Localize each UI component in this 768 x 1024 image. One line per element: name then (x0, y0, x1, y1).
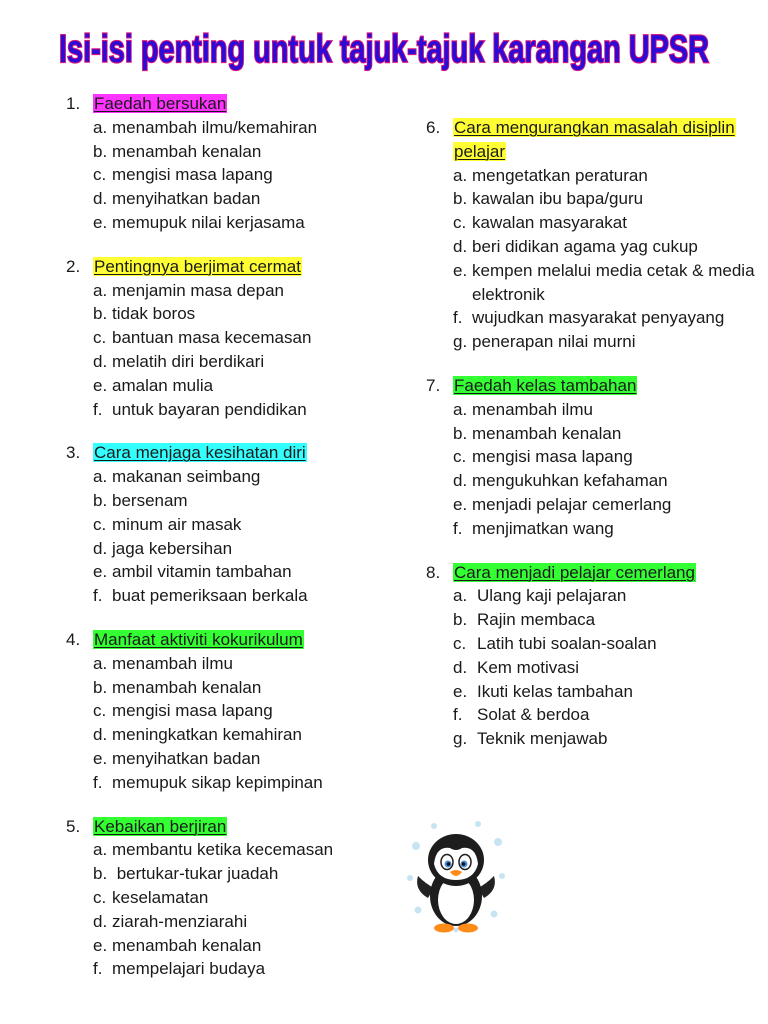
item-text: ambil vitamin tambahan (112, 562, 292, 582)
item-text: menambah kenalan (112, 141, 262, 161)
list-item (93, 699, 406, 723)
item-label: f. (93, 772, 103, 792)
item-label: b. (93, 304, 108, 324)
item-text: mengisi masa lapang (112, 701, 273, 721)
list-item (93, 374, 406, 398)
list-item (93, 279, 406, 303)
item-label: a. (453, 399, 468, 419)
item-label: g. (453, 332, 468, 352)
page-title (0, 16, 768, 76)
item-text: menambah kenalan (472, 423, 622, 443)
item-text: bersenam (112, 490, 188, 510)
list-item (453, 259, 756, 307)
item-list (93, 116, 406, 235)
item-text: meningkatkan kemahiran (112, 725, 302, 745)
section-heading: Manfaat aktiviti kokurikulum (94, 629, 303, 649)
item-label: f. (93, 959, 103, 979)
list-item (453, 164, 756, 188)
item-label: d. (93, 911, 108, 931)
item-list (453, 584, 756, 751)
item-text: menambah ilmu (472, 399, 593, 419)
page-title-text: Isi-isi penting untuk tajuk-tajuk karangan UPSR (59, 28, 709, 71)
item-label: c. (93, 887, 107, 907)
item-label: d. (93, 725, 108, 745)
left-column (66, 92, 406, 981)
section-6 (426, 116, 756, 354)
list-item (93, 862, 406, 886)
item-text: memupuk nilai kerjasama (112, 212, 305, 232)
item-label: d. (93, 351, 108, 371)
item-text: mengukuhkan kefahaman (472, 471, 668, 491)
list-item (453, 445, 756, 469)
item-text: ziarah-menziarahi (112, 911, 248, 931)
list-item (453, 632, 756, 656)
item-label: c. (453, 447, 467, 467)
item-text: menambah ilmu/kemahiran (112, 117, 318, 137)
item-label: b. (93, 141, 108, 161)
item-text: menambah kenalan (112, 677, 262, 697)
item-list (93, 838, 406, 981)
item-text: melatih diri berdikari (112, 351, 265, 371)
item-text: beri didikan agama yag cukup (472, 236, 698, 256)
list-item (93, 350, 406, 374)
item-text: jaga kebersihan (112, 538, 233, 558)
page-title-graphic (0, 16, 768, 76)
item-text: Ulang kaji pelajaran (477, 586, 627, 606)
item-label: d. (453, 471, 468, 491)
item-text: kempen melalui media cetak & media elektronik (472, 260, 755, 304)
item-list (453, 398, 756, 541)
item-label: b. (453, 189, 468, 209)
item-label: e. (453, 494, 468, 514)
section-number: 1. (66, 94, 81, 113)
item-text: membantu ketika kecemasan (112, 840, 334, 860)
item-label: d. (93, 538, 108, 558)
item-text: Teknik menjawab (477, 729, 608, 749)
list-item (93, 398, 406, 422)
item-label: b. (453, 610, 468, 630)
list-item (453, 422, 756, 446)
item-label: b. (93, 677, 108, 697)
list-item (93, 560, 406, 584)
item-text: makanan seimbang (112, 467, 261, 487)
item-label: e. (93, 212, 108, 232)
item-text: Ikuti kelas tambahan (477, 681, 633, 701)
section-4 (66, 628, 406, 795)
list-item (453, 187, 756, 211)
section-1 (66, 92, 406, 235)
item-list (93, 652, 406, 795)
list-item (93, 676, 406, 700)
penguin-illustration (404, 818, 508, 936)
list-item (453, 608, 756, 632)
item-text: penerapan nilai murni (472, 332, 636, 352)
section-5 (66, 815, 406, 982)
item-label: b. (453, 423, 468, 443)
list-item (453, 469, 756, 493)
list-item (93, 187, 406, 211)
item-text: wujudkan masyarakat penyayang (472, 308, 725, 328)
list-item (93, 723, 406, 747)
section-heading: Cara menjaga kesihatan diri (94, 443, 306, 463)
item-text: Rajin membaca (477, 610, 596, 630)
list-item (93, 116, 406, 140)
list-item (453, 727, 756, 751)
section-heading: Kebaikan berjiran (94, 816, 227, 836)
section-2 (66, 255, 406, 422)
item-list (453, 164, 756, 354)
list-item (93, 934, 406, 958)
section-8 (426, 561, 756, 751)
list-item (93, 489, 406, 513)
item-text: memupuk sikap kepimpinan (112, 772, 323, 792)
item-text: bantuan masa kecemasan (112, 328, 312, 348)
item-label: f. (93, 586, 103, 606)
item-text: kawalan masyarakat (472, 213, 627, 233)
item-text: mengetatkan peraturan (472, 165, 648, 185)
item-label: c. (453, 633, 467, 653)
list-item (453, 656, 756, 680)
list-item (93, 326, 406, 350)
item-label: c. (93, 328, 107, 348)
list-item (93, 211, 406, 235)
item-label: c. (453, 213, 467, 233)
list-item (93, 910, 406, 934)
item-text: mempelajari budaya (112, 959, 266, 979)
list-item (93, 513, 406, 537)
item-label: e. (453, 260, 468, 280)
item-label: e. (93, 935, 108, 955)
item-text: Kem motivasi (477, 657, 580, 677)
item-text: bertukar-tukar juadah (112, 864, 279, 884)
item-label: d. (93, 189, 108, 209)
item-label: d. (453, 657, 468, 677)
item-text: menambah ilmu (112, 653, 233, 673)
item-label: e. (93, 375, 108, 395)
section-heading: Faedah kelas tambahan (454, 375, 637, 395)
item-list (93, 465, 406, 608)
item-text: menjamin masa depan (112, 280, 284, 300)
section-number: 2. (66, 256, 81, 276)
penguin-icon (404, 818, 508, 936)
item-text: menyihatkan badan (112, 189, 261, 209)
item-text: menjadi pelajar cemerlang (472, 494, 672, 514)
item-label: a. (93, 467, 108, 487)
item-list (93, 279, 406, 422)
item-label: a. (453, 165, 468, 185)
item-text: untuk bayaran pendidikan (112, 399, 307, 419)
item-text: buat pemeriksaan berkala (112, 586, 308, 606)
right-column (426, 92, 756, 751)
list-item (93, 838, 406, 862)
section-number: 5. (66, 816, 81, 836)
list-item (93, 537, 406, 561)
item-label: b. (93, 490, 108, 510)
section-number: 3. (66, 443, 81, 463)
item-label: a. (453, 586, 468, 606)
item-text: menyihatkan badan (112, 748, 261, 768)
list-item (93, 652, 406, 676)
list-item (453, 703, 756, 727)
list-item (93, 584, 406, 608)
item-label: a. (93, 117, 108, 137)
item-label: a. (93, 840, 108, 860)
section-heading: Pentingnya berjimat cermat (94, 256, 301, 276)
list-item (453, 211, 756, 235)
list-item (93, 886, 406, 910)
item-label: f. (453, 308, 463, 328)
item-label: a. (93, 653, 108, 673)
item-text: menambah kenalan (112, 935, 262, 955)
section-heading: Cara menjadi pelajar cemerlang (454, 562, 695, 582)
item-text: tidak boros (112, 304, 196, 324)
item-label: a. (93, 280, 108, 300)
item-text: amalan mulia (112, 375, 214, 395)
item-label: c. (93, 514, 107, 534)
list-item (453, 493, 756, 517)
list-item (93, 771, 406, 795)
item-text: Latih tubi soalan-soalan (477, 633, 657, 653)
list-item (93, 140, 406, 164)
section-3 (66, 441, 406, 608)
section-heading: Faedah bersukan (94, 94, 227, 113)
section-number: 8. (426, 562, 441, 582)
item-text: keselamatan (112, 887, 209, 907)
item-label: c. (93, 701, 107, 721)
item-text: kawalan ibu bapa/guru (472, 189, 644, 209)
item-text: menjimatkan wang (472, 518, 614, 538)
item-label: f. (453, 705, 463, 725)
section-heading: Cara mengurangkan masalah disiplin pelajar (454, 118, 735, 161)
list-item (453, 680, 756, 704)
list-item (453, 398, 756, 422)
item-label: b. (93, 864, 108, 884)
list-item (453, 235, 756, 259)
item-label: e. (93, 562, 108, 582)
list-item (93, 747, 406, 771)
list-item (93, 465, 406, 489)
item-label: e. (453, 681, 468, 701)
item-label: e. (93, 748, 108, 768)
item-label: f. (453, 518, 463, 538)
list-item (453, 517, 756, 541)
item-label: c. (93, 165, 107, 185)
item-label: g. (453, 729, 468, 749)
item-text: mengisi masa lapang (472, 447, 633, 467)
list-item (93, 957, 406, 981)
item-text: minum air masak (112, 514, 242, 534)
item-text: Solat & berdoa (477, 705, 590, 725)
list-item (93, 302, 406, 326)
section-number: 7. (426, 375, 441, 395)
list-item (453, 330, 756, 354)
list-item (453, 306, 756, 330)
list-item (93, 163, 406, 187)
list-item (453, 584, 756, 608)
section-number: 4. (66, 629, 81, 649)
item-text: mengisi masa lapang (112, 165, 273, 185)
section-number: 6. (426, 118, 441, 137)
item-label: f. (93, 399, 103, 419)
section-7 (426, 374, 756, 541)
item-label: d. (453, 236, 468, 256)
